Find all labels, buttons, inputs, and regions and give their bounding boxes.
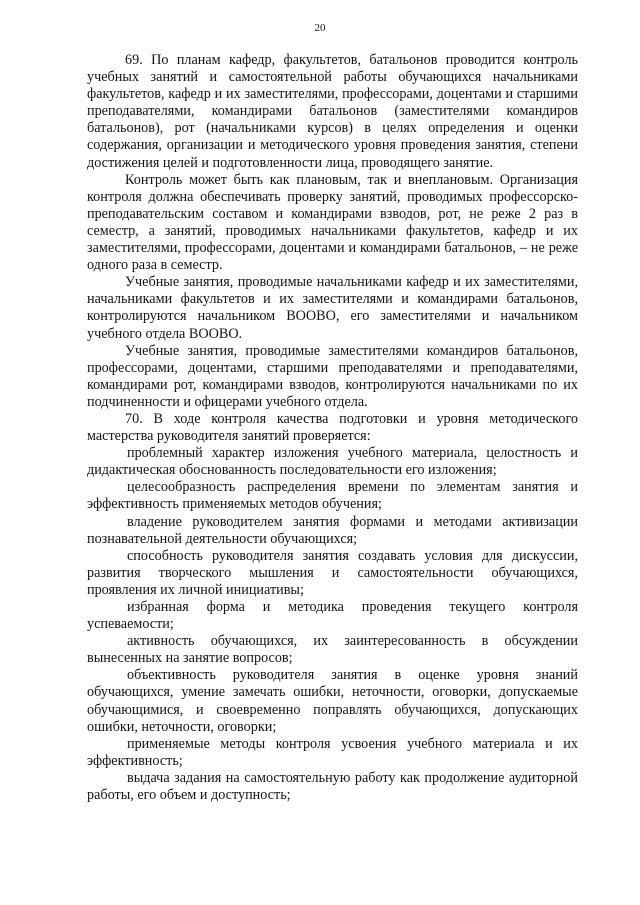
checklist-item: применяемые методы контроля усвоения учебного материала и их эффективность; — [87, 735, 578, 769]
paragraph-69: 69. По планам кафедр, факультетов, батальонов проводится контроль учебных занятий и самостоятельной работы обучающихся начальниками факультетов, кафедр и их заместителями, профессорами, доцентами и старшими преподавателями, командирами батальонов (заместителями командиров батальонов), рот (начальниками курсов) в целях определения и оценки содержания, организации и методического уровня проведения занятия, степени достижения целей и подготовленности лица, проводящего занятие. — [87, 52, 578, 171]
page-number: 20 — [314, 22, 326, 34]
paragraph-70: 70. В ходе контроля качества подготовки и уровня методического мастерства руководителя занятий проверяется: — [87, 410, 578, 445]
checklist-item: избранная форма и методика проведения текущего контроля успеваемости; — [87, 599, 578, 633]
checklist-item: проблемный характер изложения учебного материала, целостность и дидактическая обоснованность последовательности его изложения; — [87, 445, 578, 479]
paragraph-control-types: Контроль может быть как плановым, так и внеплановым. Организация контроля должна обеспечивать проверку занятий, проводимых профессорско-преподавательским составом и командирами взводов, рот, не реже 2 раз в семестр, а занятий, проводимых начальниками факультетов, кафедр и их заместителями, профессорами, доцентами и командирами батальонов, – не реже одного раза в семестр. — [87, 171, 578, 274]
paragraph-control-teachers: Учебные занятия, проводимые заместителями командиров батальонов, профессорами, доцентами, старшими преподавателями и преподавателями, командирами рот, командирами взводов, контролируются начальниками по их подчиненности и офицерами учебного отдела. — [87, 342, 578, 410]
checklist-item: выдача задания на самостоятельную работу как продолжение аудиторной работы, его объем и доступность; — [87, 769, 578, 804]
checklist-item: объективность руководителя занятия в оценке уровня знаний обучающихся, умение замечать ошибки, неточности, оговорки, допускаемые обучающимися, и своевременно поправлять обучающихся, допускающих ошибки, неточности, оговорки; — [87, 667, 578, 735]
document-body — [87, 52, 578, 804]
paragraph-control-heads: Учебные занятия, проводимые начальниками кафедр и их заместителями, начальниками факультетов и их заместителями и командирами батальонов, контролируются начальником ВООВО, его заместителями и начальником учебного отдела ВООВО. — [87, 274, 578, 342]
checklist-item: способность руководителя занятия создавать условия для дискуссии, развития творческого мышления и самостоятельности обучающихся, проявления их личной инициативы; — [87, 547, 578, 598]
checklist-item: активность обучающихся, их заинтересованность в обсуждении вынесенных на занятие вопросов; — [87, 633, 578, 667]
checklist-item: целесообразность распределения времени по элементам занятия и эффективность применяемых методов обучения; — [87, 479, 578, 513]
checklist-item: владение руководителем занятия формами и методами активизации познавательной деятельности обучающихся; — [87, 513, 578, 547]
